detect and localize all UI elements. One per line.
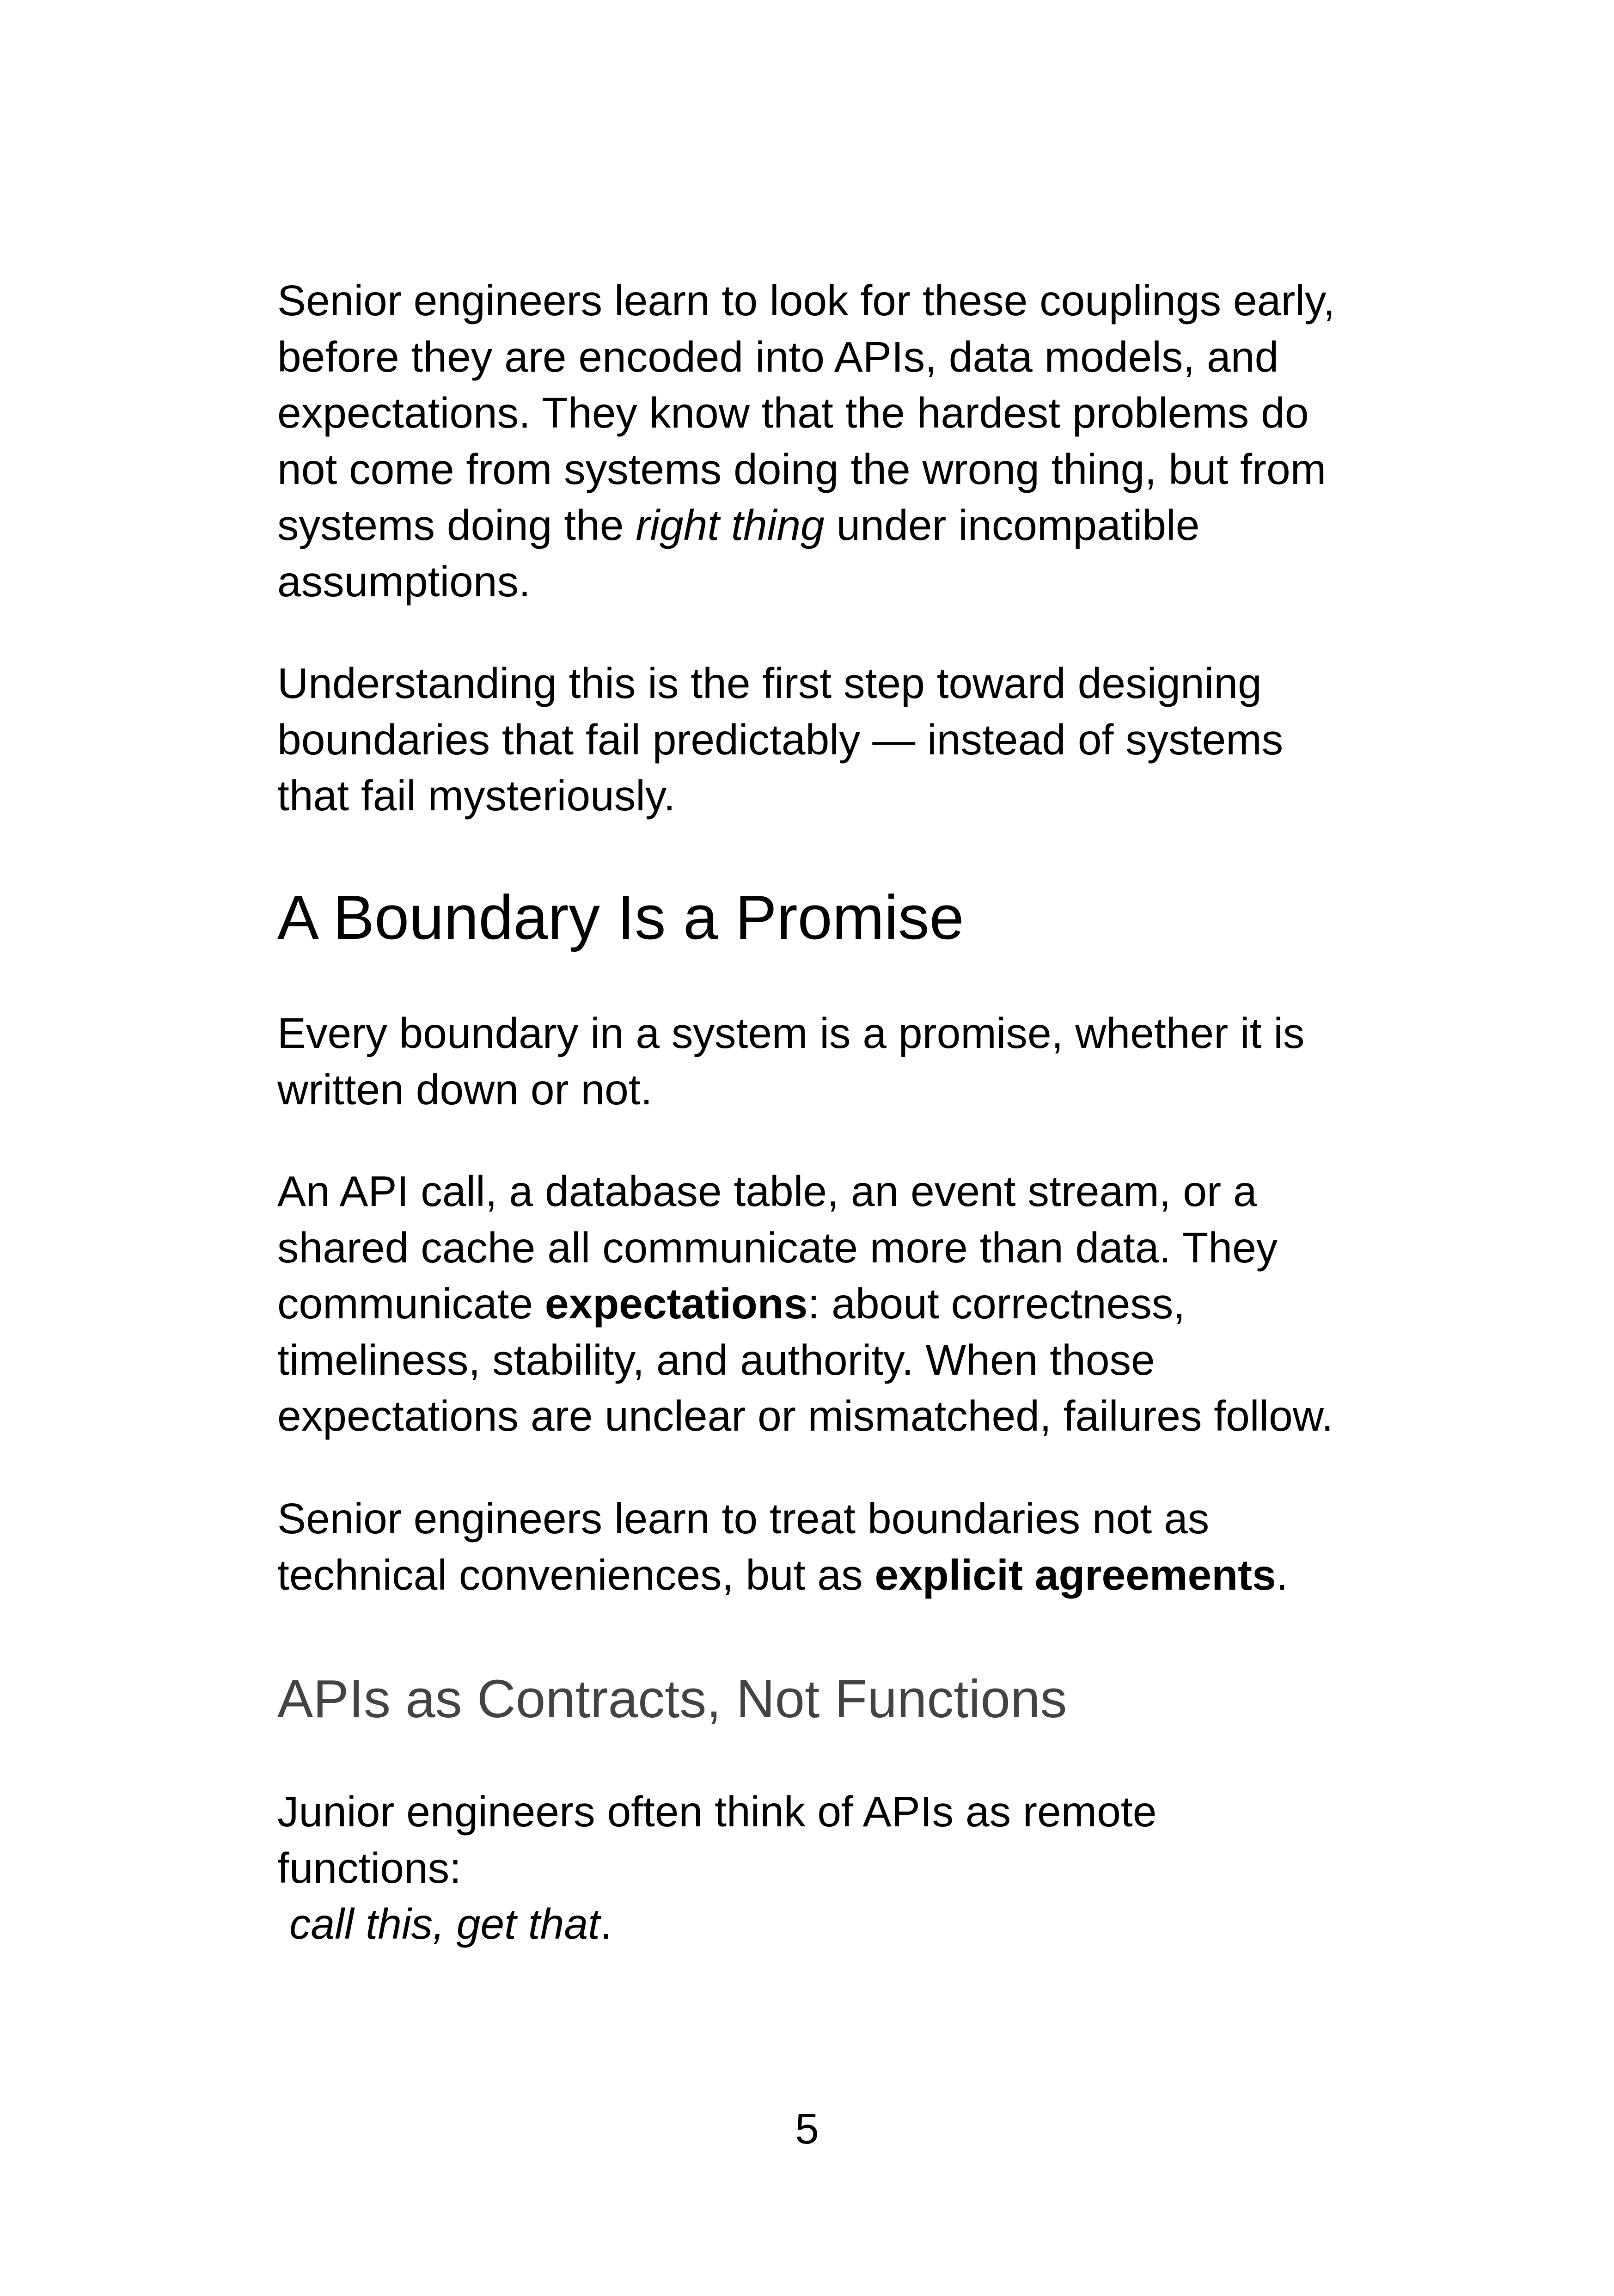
text-line: not come from systems doing the wrong thing, but from [277,445,1327,493]
section-heading-boundary-promise: A Boundary Is a Promise [277,882,964,952]
text-line: expectations. They know that the hardest problems do [277,389,1309,437]
text-line: written down or not. [277,1065,653,1114]
text-line: Senior engineers learn to look for these couplings early, [277,276,1335,325]
bold-expectations: expectations [544,1280,808,1328]
text-line: Senior engineers learn to treat boundaries not as [277,1494,1210,1543]
paragraph-junior-engineers [277,1784,1377,1953]
text-line [277,497,1377,554]
text-run: technical conveniences, but as [277,1550,875,1599]
text-line [277,1276,1377,1332]
text-run: : about correctness, [807,1280,1186,1328]
page-number: 5 [795,2105,819,2153]
text-line: timeliness, stability, and authority. When those [277,1335,1155,1384]
paragraph-every-boundary [277,1005,1377,1118]
text-run: . [600,1900,612,1948]
text-line: expectations are unclear or mismatched, failures follow. [277,1392,1333,1440]
text-run: communicate [277,1280,545,1328]
text-line: before they are encoded into APIs, data models, and [277,332,1279,381]
text-line: shared cache all communicate more than data. They [277,1223,1278,1272]
text-line: An API call, a database table, an event stream, or a [277,1167,1257,1215]
paragraph-api-call [277,1163,1377,1445]
text-run: under incompatible [824,501,1200,549]
text-run: . [1276,1550,1288,1599]
text-line: Every boundary in a system is a promise, whether it is [277,1009,1305,1057]
bold-explicit-agreements: explicit agreements [874,1550,1276,1599]
emphasis-right-thing: right thing [636,501,825,549]
text-line: Junior engineers often think of APIs as remote [277,1788,1157,1836]
text-line: functions: [277,1843,462,1892]
text-line: assumptions. [277,557,531,606]
paragraph-couplings [277,273,1377,610]
text-run: systems doing the [277,501,636,549]
paragraph-understanding [277,655,1377,824]
paragraph-senior-boundaries [277,1491,1377,1603]
text-line: that fail mysteriously. [277,771,676,820]
text-line: Understanding this is the first step toward designing [277,659,1262,707]
emphasis-call-this: call this, get that [289,1900,600,1948]
text-line [277,1896,1377,1953]
sub-heading-apis-contracts: APIs as Contracts, Not Functions [277,1669,1067,1729]
text-line: boundaries that fail predictably — instead of systems [277,715,1284,764]
text-line [277,1547,1377,1604]
